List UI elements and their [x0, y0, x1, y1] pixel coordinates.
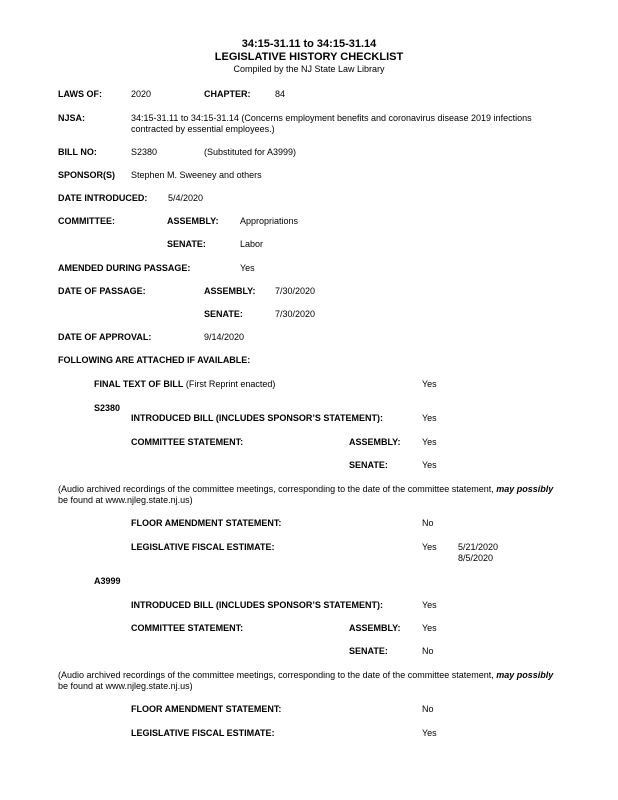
passage-assembly-label: ASSEMBLY: [204, 286, 256, 296]
s2380-audio-note-line1 [58, 484, 553, 495]
passage-senate-value: 7/30/2020 [275, 309, 316, 319]
committee-senate-value: Labor [240, 239, 264, 249]
a3999-audio-note-text: (Audio archived recordings of the committee meetings, corresponding to the date of the committee statement, [58, 670, 497, 680]
committee-senate-label: SENATE: [167, 239, 206, 249]
page-title: 34:15-31.11 to 34:15-31.14 [241, 38, 377, 50]
s2380-fiscal-label: LEGISLATIVE FISCAL ESTIMATE: [131, 542, 275, 552]
date-of-passage-label: DATE OF PASSAGE: [58, 286, 146, 296]
s2380-label: S2380 [94, 403, 121, 413]
final-text-label: FINAL TEXT OF BILL [94, 379, 184, 389]
date-of-approval-value: 9/14/2020 [204, 332, 245, 342]
checklist-title: LEGISLATIVE HISTORY CHECKLIST [214, 51, 404, 63]
njsa-label: NJSA: [58, 113, 86, 123]
a3999-fiscal-value: Yes [422, 728, 437, 738]
bill-no-value: S2380 [131, 147, 158, 157]
a3999-introduced-label: INTRODUCED BILL (INCLUDES SPONSOR’S STATEMENT): [131, 600, 383, 610]
a3999-audio-note-line2: be found at www.njleg.state.nj.us) [58, 681, 193, 691]
s2380-introduced-label: INTRODUCED BILL (INCLUDES SPONSOR’S STATEMENT): [131, 413, 383, 423]
a3999-senate-value: No [422, 646, 434, 656]
njsa-value-line2: contracted by essential employees.) [131, 124, 275, 134]
s2380-floor-value: No [422, 518, 434, 528]
amended-value: Yes [240, 263, 255, 273]
final-text-value: Yes [422, 379, 437, 389]
final-text-row [94, 379, 275, 390]
date-of-approval-label: DATE OF APPROVAL: [58, 332, 152, 342]
a3999-floor-label: FLOOR AMENDMENT STATEMENT: [131, 704, 282, 714]
a3999-introduced-value: Yes [422, 600, 437, 610]
passage-senate-label: SENATE: [204, 309, 243, 319]
a3999-floor-value: No [422, 704, 434, 714]
sponsors-value: Stephen M. Sweeney and others [131, 170, 262, 180]
passage-assembly-value: 7/30/2020 [275, 286, 316, 296]
s2380-assembly-value: Yes [422, 437, 437, 447]
s2380-committee-label: COMMITTEE STATEMENT: [131, 437, 244, 447]
laws-of-value: 2020 [131, 89, 152, 99]
date-introduced-value: 5/4/2020 [168, 193, 204, 203]
a3999-fiscal-label: LEGISLATIVE FISCAL ESTIMATE: [131, 728, 275, 738]
a3999-audio-note-emphasis: may possibly [496, 670, 554, 680]
chapter-value: 84 [275, 89, 286, 99]
s2380-floor-label: FLOOR AMENDMENT STATEMENT: [131, 518, 282, 528]
date-introduced-label: DATE INTRODUCED: [58, 193, 148, 203]
s2380-senate-label: SENATE: [349, 460, 388, 470]
committee-assembly-label: ASSEMBLY: [167, 216, 219, 226]
subtitle: Compiled by the NJ State Law Library [233, 64, 385, 74]
s2380-fiscal-date-2: 8/5/2020 [458, 553, 494, 563]
chapter-label: CHAPTER: [204, 89, 251, 99]
a3999-assembly-value: Yes [422, 623, 437, 633]
amended-label: AMENDED DURING PASSAGE: [58, 263, 191, 273]
s2380-audio-note-line2: be found at www.njleg.state.nj.us) [58, 495, 193, 505]
s2380-fiscal-value: Yes [422, 542, 437, 552]
s2380-audio-note-text: (Audio archived recordings of the committee meetings, corresponding to the date of the committee statement, [58, 484, 497, 494]
laws-of-label: LAWS OF: [58, 89, 102, 99]
a3999-assembly-label: ASSEMBLY: [349, 623, 401, 633]
bill-no-note: (Substituted for A3999) [204, 147, 297, 157]
njsa-value-line1: 34:15-31.11 to 34:15-31.14 (Concerns employment benefits and coronavirus disease 2019 infections [131, 113, 532, 123]
s2380-assembly-label: ASSEMBLY: [349, 437, 401, 447]
attached-heading: FOLLOWING ARE ATTACHED IF AVAILABLE: [58, 355, 251, 365]
bill-no-label: BILL NO: [58, 147, 97, 157]
committee-assembly-value: Appropriations [240, 216, 299, 226]
a3999-committee-label: COMMITTEE STATEMENT: [131, 623, 244, 633]
a3999-audio-note-line1 [58, 670, 553, 681]
s2380-introduced-value: Yes [422, 413, 437, 423]
sponsors-label: SPONSOR(S) [58, 170, 116, 180]
s2380-senate-value: Yes [422, 460, 437, 470]
s2380-audio-note-emphasis: may possibly [496, 484, 554, 494]
a3999-senate-label: SENATE: [349, 646, 388, 656]
committee-label: COMMITTEE: [58, 216, 115, 226]
final-text-note: (First Reprint enacted) [185, 379, 276, 389]
a3999-label: A3999 [94, 576, 121, 586]
s2380-fiscal-date-1: 5/21/2020 [458, 542, 499, 552]
